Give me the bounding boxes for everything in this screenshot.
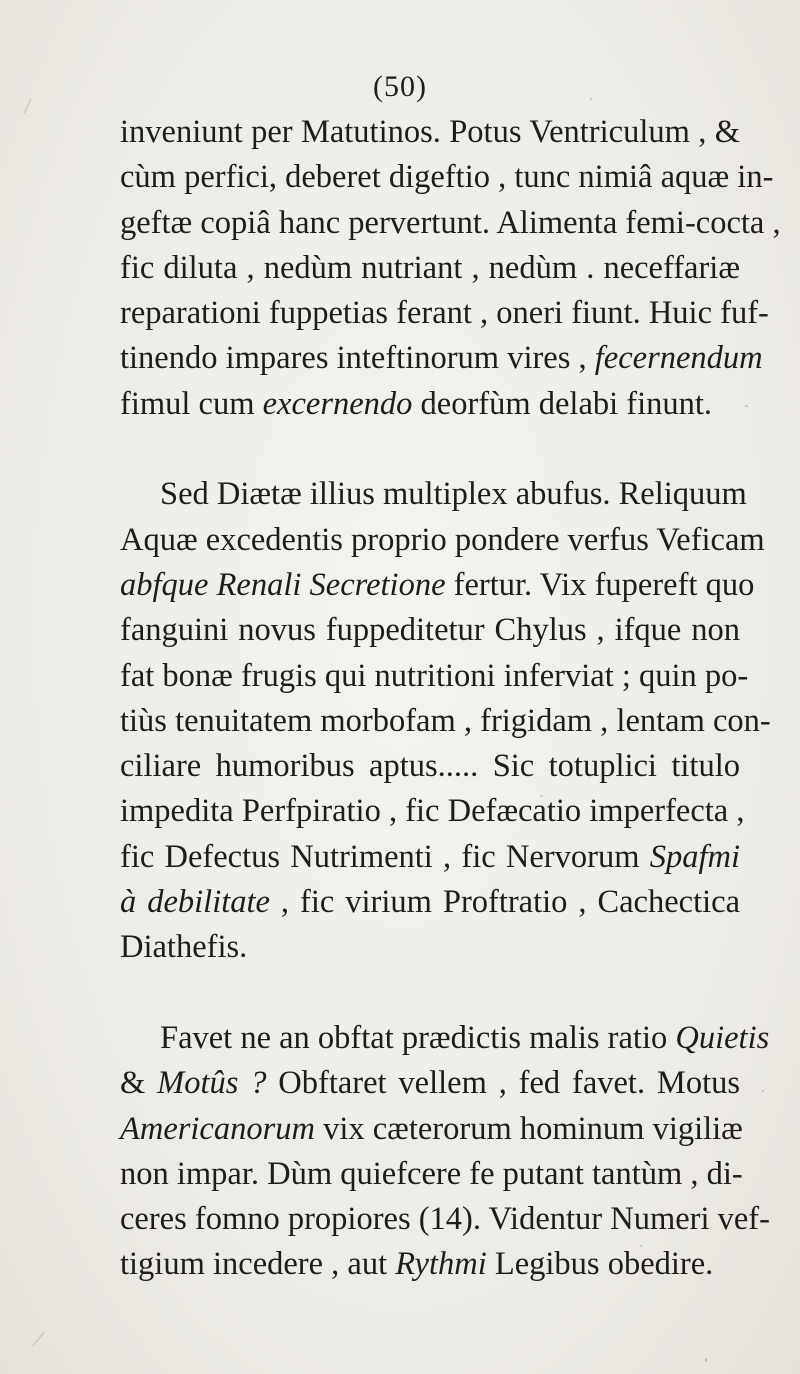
- text-line: [120, 835, 740, 880]
- text-line: [120, 336, 763, 381]
- paragraph: [120, 1016, 770, 1288]
- text-segment: reparationi fuppetias ferant , oneri fiunt. Huic fuf-: [120, 295, 769, 332]
- text-segment: non impar. Dùm quiefcere fe putant tantùm , di-: [120, 1155, 743, 1192]
- paragraph-gap: [120, 971, 740, 1016]
- text-segment: Aquæ excedentis proprio pondere verfus Veficam: [120, 521, 765, 558]
- text-segment: Diathefis.: [120, 929, 248, 966]
- text-line: [120, 1152, 743, 1197]
- text-line: [120, 654, 749, 699]
- text-segment: ceres fomno propiores (14). Videntur Numeri vef-: [120, 1201, 770, 1238]
- text-segment: fic Defectus Nutrimenti , fic Nervorum: [120, 838, 650, 875]
- text-line: [120, 1016, 770, 1061]
- text-line: [120, 699, 771, 744]
- text-segment: Obftaret vellem , fed favet. Motus: [266, 1065, 740, 1102]
- paper-edge-mark: [32, 1332, 44, 1346]
- text-segment: tinendo impares inteftinorum vires ,: [120, 340, 595, 377]
- text-line: [120, 880, 740, 925]
- text-segment: tigium incedere , aut: [120, 1246, 396, 1283]
- page-number: (50): [373, 70, 427, 103]
- text-line: [120, 291, 769, 336]
- text-line: [120, 563, 755, 608]
- text-segment: fic diluta , nedùm nutriant , nedùm . neceffariæ: [120, 249, 740, 286]
- text-segment: fertur. Vix fupereft quo: [445, 566, 755, 603]
- text-line: [120, 246, 740, 291]
- italic-text: excernendo: [262, 385, 413, 422]
- text-line: [120, 789, 745, 834]
- italic-text: Americanorum: [120, 1110, 315, 1147]
- text-segment: tiùs tenuitatem morbofam , frigidam , lentam con-: [120, 702, 771, 739]
- text-segment: cùm perfici, deberet digeftio , tunc nimiâ aquæ in-: [120, 159, 774, 196]
- text-line: [120, 472, 747, 517]
- text-line: [120, 110, 740, 155]
- text-line: [120, 744, 740, 789]
- text-line: [120, 201, 781, 246]
- text-line: [120, 1061, 740, 1106]
- paragraph: [120, 472, 771, 970]
- body-text: [120, 110, 781, 1288]
- text-line: [120, 382, 740, 427]
- text-segment: fat bonæ frugis qui nutritioni inferviat ; quin po-: [120, 657, 749, 694]
- text-segment: , fic virium Proftratio , Cachectica: [269, 884, 740, 921]
- text-segment: Favet ne an obftat prædictis malis ratio: [160, 1019, 676, 1056]
- text-segment: ciliare humoribus aptus..... Sic totuplici titulo: [120, 748, 740, 785]
- text-segment: Sed Diætæ illius multiplex abufus. Reliquum: [160, 476, 747, 513]
- text-segment: impedita Perfpiratio , fic Defæcatio imperfecta ,: [120, 793, 745, 830]
- paragraph-gap: [120, 427, 740, 472]
- paragraph: [120, 110, 781, 427]
- text-line: [120, 1197, 770, 1242]
- text-segment: geftæ copiâ hanc pervertunt. Alimenta femi-cocta ,: [120, 204, 781, 241]
- text-line: [120, 608, 740, 653]
- text-segment: inveniunt per Matutinos. Potus Ventriculum , &: [120, 114, 740, 150]
- text-segment: fanguini novus fuppeditetur Chylus , ifque non: [120, 612, 740, 649]
- text-line: [120, 1107, 743, 1152]
- text-segment: vix cæterorum hominum vigiliæ: [314, 1110, 743, 1147]
- italic-text: Motûs ?: [157, 1065, 267, 1102]
- italic-text: à debilitate: [120, 884, 270, 921]
- text-segment: deorfùm delabi finunt.: [412, 385, 713, 422]
- italic-text: abfque Renali Secretione: [120, 566, 446, 603]
- text-segment: fimul cum: [120, 385, 263, 422]
- text-line: [120, 518, 765, 563]
- italic-text: fecernendum: [594, 340, 763, 377]
- text-line: [120, 1242, 740, 1287]
- text-line: [120, 155, 774, 200]
- italic-text: Quietis: [675, 1019, 770, 1056]
- italic-text: Rythmi: [395, 1246, 487, 1283]
- text-line: [120, 925, 740, 970]
- italic-text: Spafmi: [649, 838, 740, 875]
- text-segment: Legibus obedire.: [486, 1246, 714, 1283]
- text-segment: &: [120, 1065, 158, 1102]
